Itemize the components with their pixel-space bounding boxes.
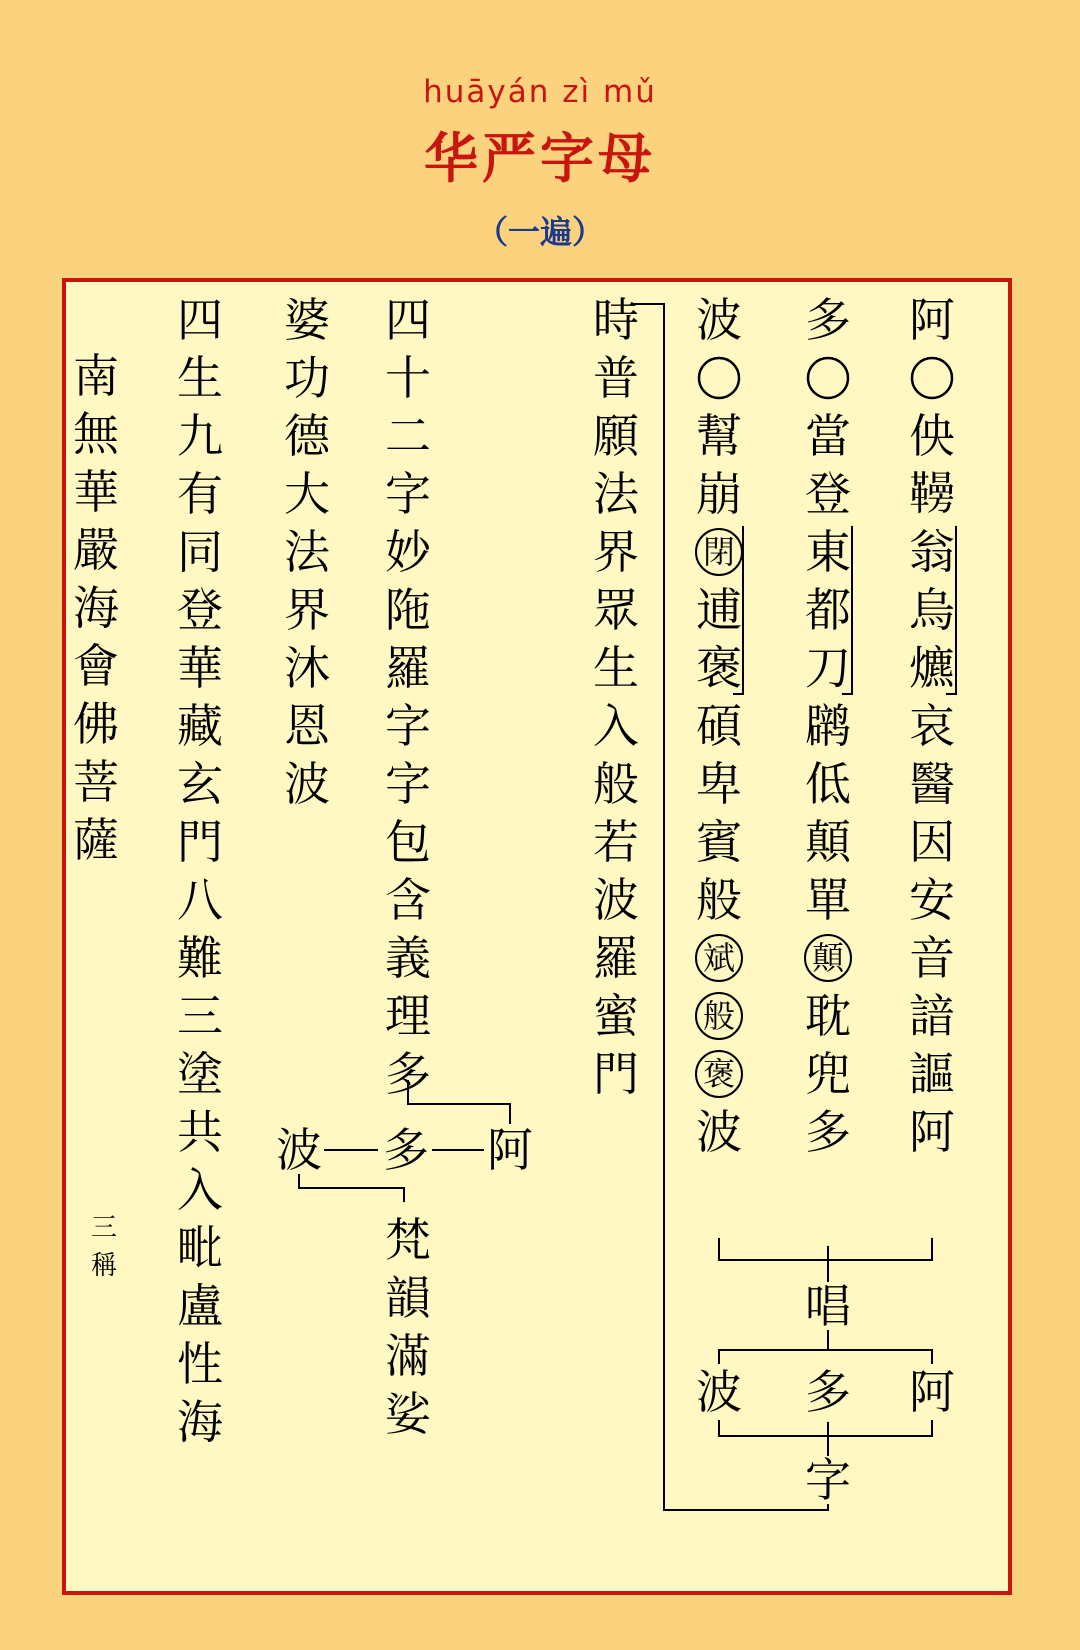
chant-glyph: 藏 (177, 699, 223, 753)
chant-glyph: 兜 (805, 1047, 851, 1101)
chant-glyph: 都 (805, 583, 851, 637)
chant-glyph: 陁 (385, 583, 431, 637)
page-subtitle: （一遍） (475, 213, 604, 251)
chant-glyph: 顛 (811, 939, 845, 977)
connector-bracket (719, 1238, 932, 1260)
chant-glyph: 登 (805, 467, 851, 521)
middle-row-glyph: 阿 (487, 1123, 533, 1177)
fan-yun-glyph: 韻 (385, 1271, 431, 1325)
chant-glyph: 字 (385, 757, 431, 811)
chant-glyph: 三 (177, 989, 223, 1043)
circle-mark (808, 358, 848, 398)
chant-glyph: 般 (593, 757, 639, 811)
chant-glyph: 般 (696, 873, 742, 927)
chant-glyph: 義 (385, 931, 431, 985)
chant-glyph: 多 (805, 293, 851, 347)
title-pinyin: huāyán zì mǔ (423, 74, 657, 110)
chant-glyph: 卑 (696, 757, 742, 811)
chant-glyph: 諳 (909, 989, 955, 1043)
chant-glyph: 褒 (702, 1055, 736, 1093)
chant-glyph: 佒 (909, 409, 955, 463)
chant-glyph: 德 (284, 409, 330, 463)
chant-glyph: 海 (177, 1395, 223, 1449)
chant-glyph: 碩 (696, 699, 742, 753)
chant-glyph: 無 (73, 407, 119, 461)
chant-glyph: 包 (385, 815, 431, 869)
fan-yun-glyph: 滿 (385, 1329, 431, 1383)
chant-glyph: 菩 (73, 755, 119, 809)
chant-glyph: 安 (909, 873, 955, 927)
lower-row-glyph: 多 (805, 1365, 851, 1419)
chant-glyph: 耽 (805, 989, 851, 1043)
chant-glyph: 門 (593, 1047, 639, 1101)
chant-glyph: 䴙 (805, 699, 851, 753)
chant-glyph: 哀 (909, 699, 955, 753)
chant-glyph: 逋 (696, 583, 742, 637)
chant-glyph: 恩 (284, 699, 330, 753)
chant-glyph: 含 (385, 873, 431, 927)
chant-glyph: 爊 (909, 641, 955, 695)
chant-glyph: 妙 (385, 525, 431, 579)
chant-glyph: 眾 (593, 583, 639, 637)
page-title: 华严字母 (424, 126, 656, 190)
chant-glyph: 醫 (909, 757, 955, 811)
chant-glyph: 褒 (696, 641, 742, 695)
chant-glyph: 四 (385, 293, 431, 347)
chant-glyph: 阿 (909, 293, 955, 347)
chant-glyph: 低 (805, 757, 851, 811)
chant-glyph: 烏 (909, 583, 955, 637)
chant-glyph: 華 (73, 465, 119, 519)
chant-glyph: 謳 (909, 1047, 955, 1101)
chant-glyph: 單 (805, 873, 851, 927)
chant-glyph: 登 (177, 583, 223, 637)
chant-glyph: 多 (385, 1047, 431, 1101)
chant-glyph: 二 (385, 409, 431, 463)
chant-glyph: 時 (593, 293, 639, 347)
chant-glyph: 婆 (284, 293, 330, 347)
chant-glyph: 十 (385, 351, 431, 405)
chant-glyph: 因 (909, 815, 955, 869)
chant-glyph: 法 (284, 525, 330, 579)
chant-glyph: 南 (73, 349, 119, 403)
chant-glyph: 字 (385, 699, 431, 753)
chant-glyph: 大 (284, 467, 330, 521)
circle-mark (699, 358, 739, 398)
chant-glyph: 性 (177, 1337, 223, 1391)
chant-glyph: 理 (385, 989, 431, 1043)
chant-glyph: 顛 (805, 815, 851, 869)
chant-glyph: 會 (73, 639, 119, 693)
note-small-glyph: 稱 (90, 1251, 118, 1281)
chant-glyph: 入 (177, 1163, 223, 1217)
chant-glyph: 毗 (177, 1221, 223, 1275)
chant-glyph: 八 (177, 873, 223, 927)
zi-glyph: 字 (805, 1453, 851, 1507)
chant-glyph: 羅 (593, 931, 639, 985)
chant-glyph: 九 (177, 409, 223, 463)
middle-row-glyph: 波 (276, 1123, 322, 1177)
fan-yun-glyph: 梵 (385, 1213, 431, 1267)
chant-glyph: 若 (593, 815, 639, 869)
chant-glyph: 多 (805, 1105, 851, 1159)
chant-glyph: 翁 (909, 525, 955, 579)
chant-glyph: 音 (909, 931, 955, 985)
chant-glyph: 海 (73, 581, 119, 635)
circle-mark (912, 358, 952, 398)
chant-glyph: 波 (696, 293, 742, 347)
chant-glyph: 功 (284, 351, 330, 405)
chant-glyph: 東 (805, 525, 851, 579)
note-small-glyph: 三 (90, 1213, 118, 1243)
chant-glyph: 華 (177, 641, 223, 695)
chant-glyph: 普 (593, 351, 639, 405)
chant-glyph: 塗 (177, 1047, 223, 1101)
chant-glyph: 共 (177, 1105, 223, 1159)
chant-glyph: 生 (593, 641, 639, 695)
chant-glyph: 阿 (909, 1105, 955, 1159)
chant-panel (62, 278, 1012, 1595)
chant-glyph: 願 (593, 409, 639, 463)
chant-glyph: 波 (593, 873, 639, 927)
connector-bracket (719, 1350, 932, 1364)
chant-text-svg (66, 282, 1008, 1591)
chant-glyph: 羅 (385, 641, 431, 695)
chant-glyph: 四 (177, 293, 223, 347)
chant-glyph: 蜜 (593, 989, 639, 1043)
chant-glyph: 入 (593, 699, 639, 753)
chant-glyph: 𩍗 (909, 467, 955, 521)
lower-row-glyph: 波 (696, 1365, 742, 1419)
chant-glyph: 字 (385, 467, 431, 521)
chant-glyph: 同 (177, 525, 223, 579)
chant-glyph: 當 (805, 409, 851, 463)
chant-glyph: 佛 (73, 697, 119, 751)
chant-glyph: 玄 (177, 757, 223, 811)
chant-glyph: 波 (284, 757, 330, 811)
chant-glyph: 崩 (696, 467, 742, 521)
chant-glyph: 斌 (702, 939, 736, 977)
connector-line (299, 1174, 404, 1202)
fan-yun-glyph: 娑 (385, 1387, 431, 1441)
chant-glyph: 盧 (177, 1279, 223, 1333)
chant-glyph: 界 (593, 525, 639, 579)
chant-glyph: 界 (284, 583, 330, 637)
chant-glyph: 刀 (805, 641, 851, 695)
connector-bracket (719, 1420, 932, 1436)
chant-glyph: 般 (702, 997, 736, 1035)
middle-row-glyph: 多 (383, 1123, 429, 1177)
lower-row-glyph: 阿 (909, 1365, 955, 1419)
chant-glyph: 幫 (696, 409, 742, 463)
chant-glyph: 門 (177, 815, 223, 869)
chant-glyph: 有 (177, 467, 223, 521)
chang-glyph: 唱 (805, 1279, 851, 1333)
chant-glyph: 嚴 (73, 523, 119, 577)
chant-glyph: 薩 (73, 813, 119, 867)
chant-glyph: 難 (177, 931, 223, 985)
chant-glyph: 波 (696, 1105, 742, 1159)
chant-glyph: 閉 (702, 533, 736, 571)
chant-glyph: 生 (177, 351, 223, 405)
chant-glyph: 法 (593, 467, 639, 521)
chant-glyph: 沐 (284, 641, 330, 695)
chant-glyph: 賓 (696, 815, 742, 869)
